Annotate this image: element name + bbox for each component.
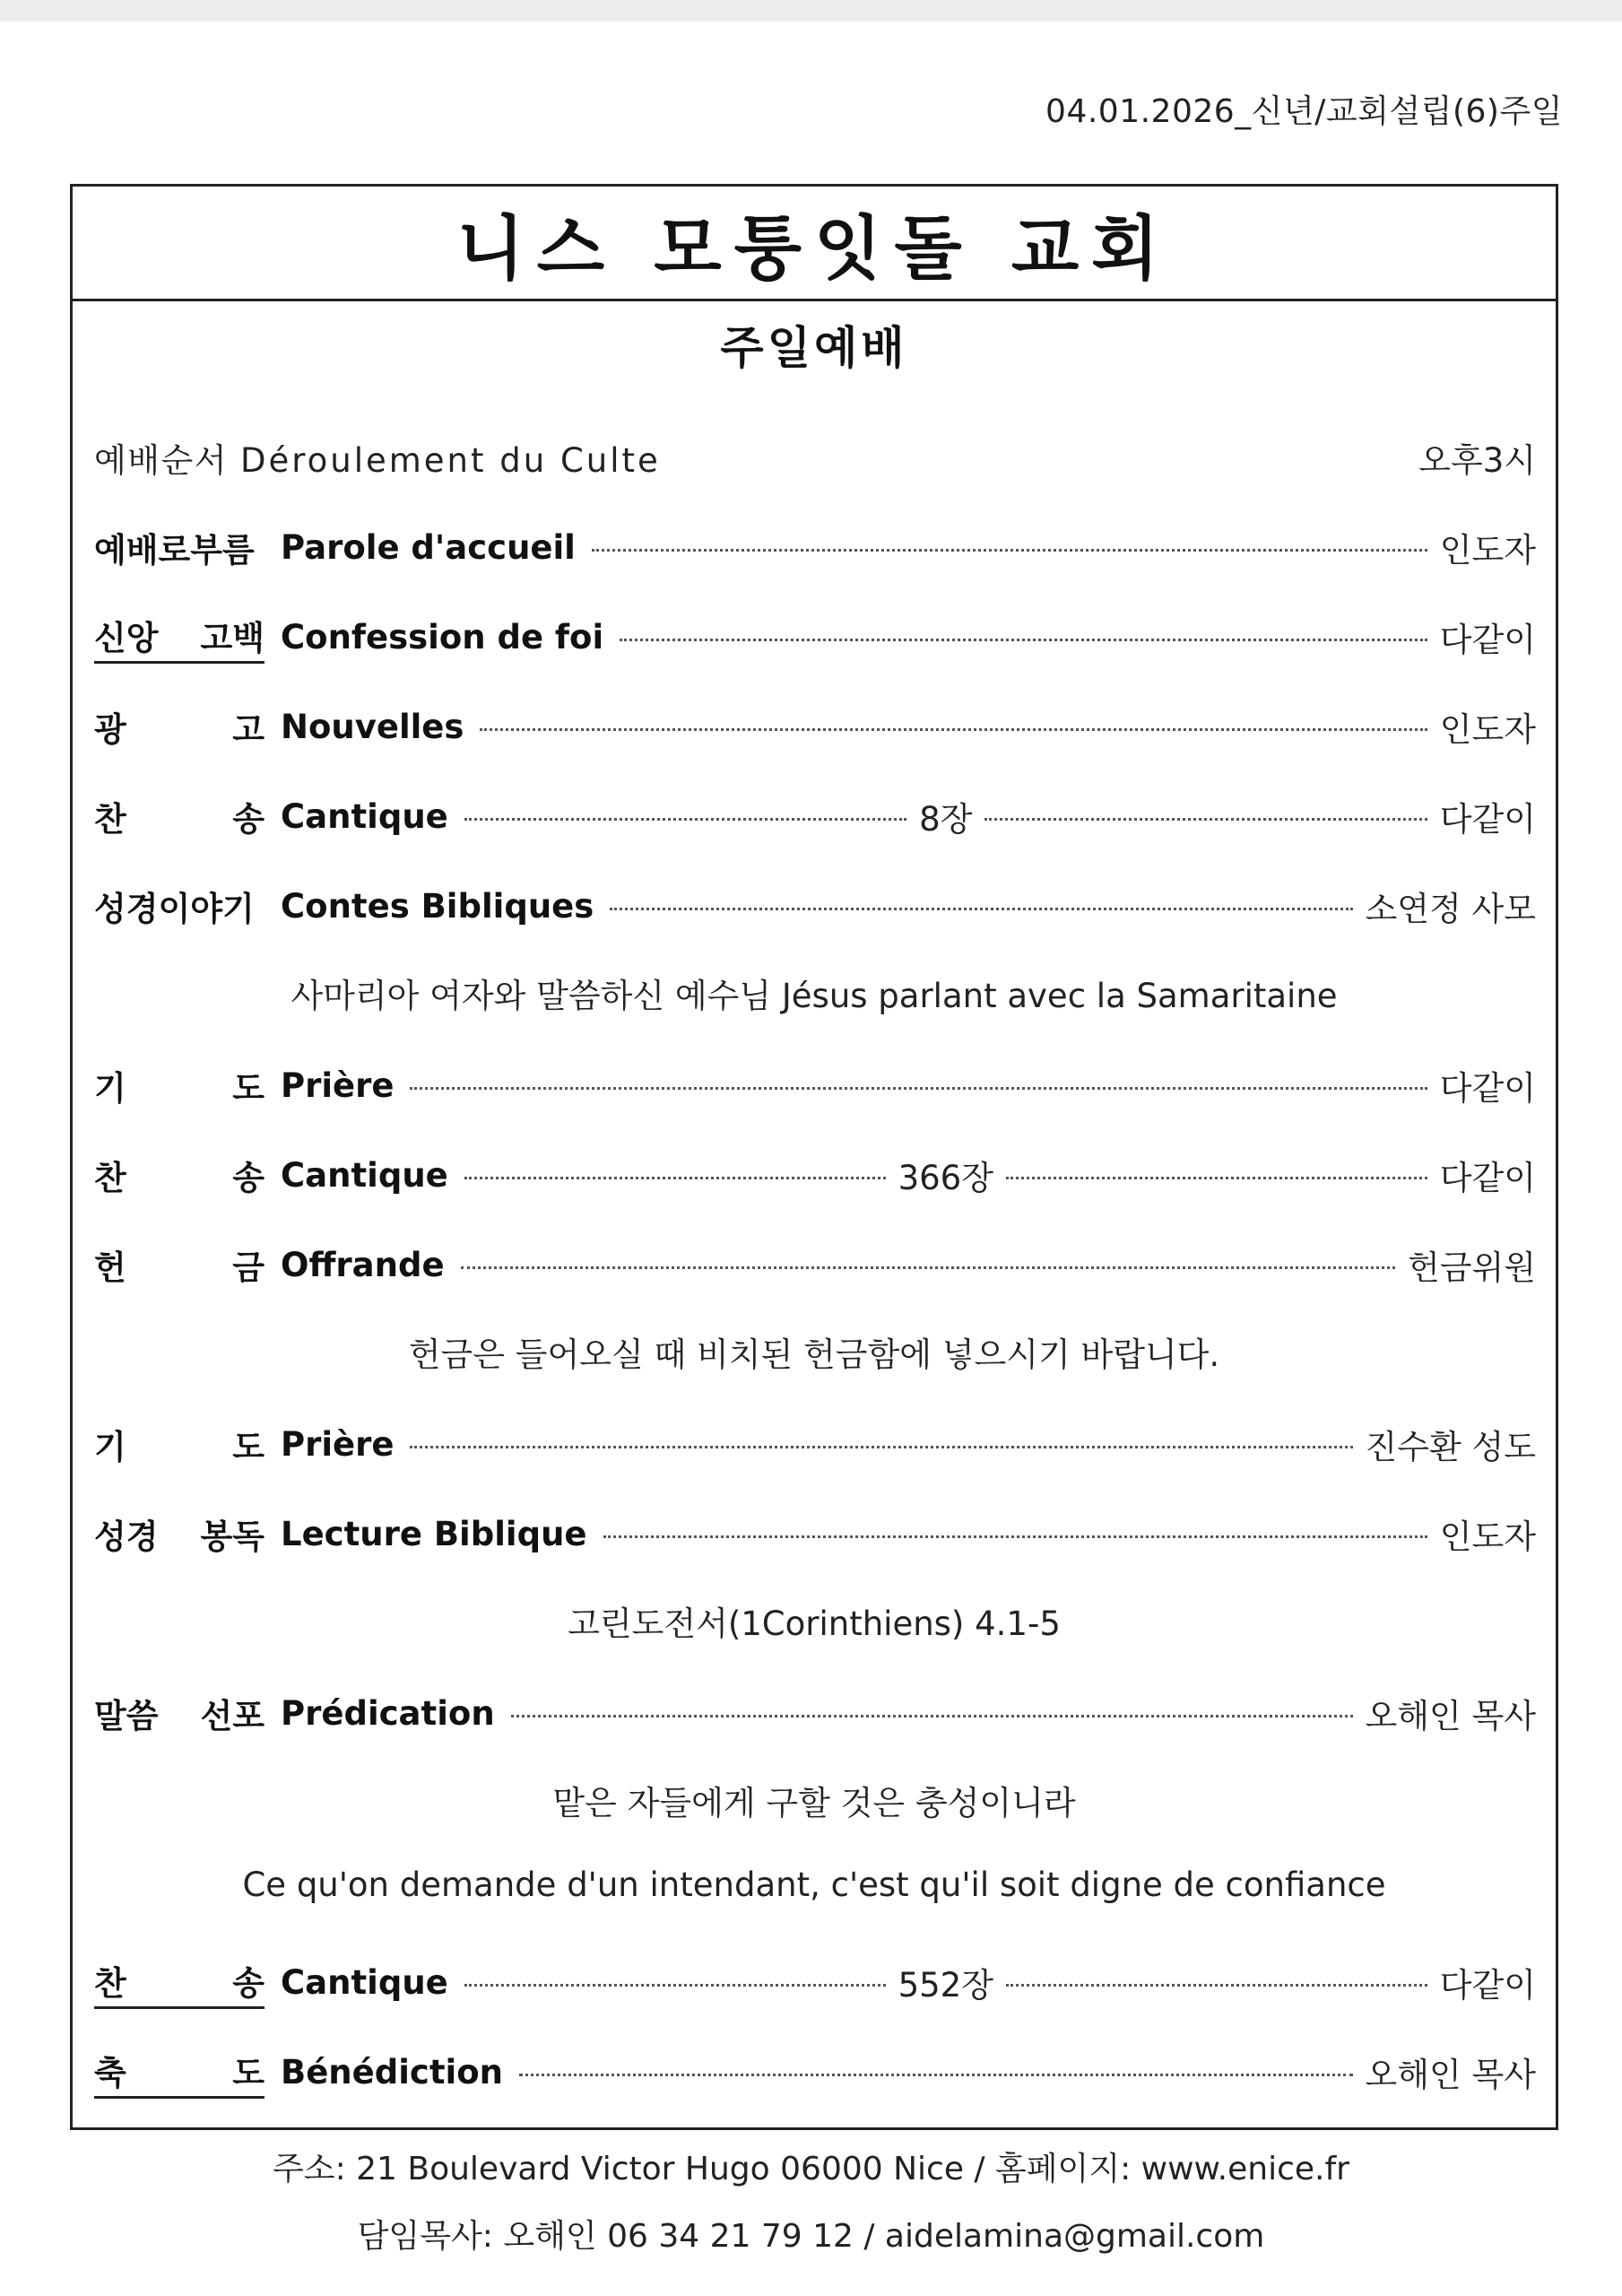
dotted-leader (480, 728, 1427, 731)
order-item-fr: Cantique (281, 1962, 448, 2002)
service-name: 주일예배 (720, 322, 908, 374)
order-item-fr: Prédication (281, 1693, 495, 1733)
service-time: 오후3시 (1418, 441, 1536, 480)
dotted-leader (519, 2074, 1353, 2076)
order-item-ko-part: 선포 (200, 1697, 265, 1735)
order-item-fr: Parole d'accueil (281, 527, 576, 567)
order-item-leader: 오해인 목사 (1365, 2056, 1536, 2094)
order-item-ko (94, 1420, 265, 1468)
order-item-leader: 인도자 (1439, 531, 1536, 570)
order-item-ko-part: 축 (94, 2053, 126, 2092)
dotted-leader (461, 1266, 1395, 1269)
order-item-ko-part: 봉독 (200, 1518, 265, 1556)
order-item-ko-part: 말씀 (94, 1697, 159, 1735)
order-item (94, 1686, 1536, 1740)
order-item-fr: Cantique (281, 796, 448, 836)
order-item-fr: Nouvelles (281, 707, 464, 746)
order-item-ko (94, 1509, 265, 1558)
order-item-ko-part: 헌 (94, 1248, 126, 1287)
order-item-ko-part: 찬 (94, 1963, 126, 2003)
bulletin-frame (70, 184, 1558, 2130)
order-header-ko: 예배순서 (94, 441, 228, 480)
order-item-ko (94, 1956, 265, 2009)
order-item-ko-part: 고백 (200, 618, 265, 657)
dotted-leader (410, 1446, 1352, 1448)
order-item-ko (94, 792, 265, 840)
order-item-leader: 진수환 성도 (1365, 1428, 1536, 1466)
order-item-ko-part: 신앙 (94, 618, 159, 657)
order-header (94, 430, 1536, 484)
order-item-ko (94, 611, 265, 664)
order-item-ko-part: 금 (232, 1248, 265, 1287)
order-item-ko (94, 1061, 265, 1109)
order-item-ko-part: 성경이야기 (94, 890, 255, 928)
order-item-leader: 다같이 (1439, 621, 1536, 659)
order-item-leader: 다같이 (1439, 800, 1537, 839)
order-item-fr: Contes Bibliques (281, 886, 594, 926)
offering-note: 헌금은 들어오실 때 비치된 헌금함에 넣으시기 바랍니다. (408, 1335, 1220, 1374)
dotted-leader (592, 549, 1427, 552)
order-item-fr: Confession de foi (281, 617, 604, 657)
order-item-ko-part: 송 (232, 1159, 265, 1197)
dotted-leader (984, 818, 1427, 821)
order-item-ko-part: 성경 (94, 1518, 159, 1556)
scripture-reference: 고린도전서(1Corinthiens) 4.1-5 (568, 1605, 1061, 1643)
order-item-leader: 다같이 (1439, 1966, 1536, 2005)
hymn-number: 8장 (919, 800, 973, 839)
order-item-fr: Offrande (281, 1245, 445, 1284)
order-item-ko (94, 1151, 265, 1199)
order-item-leader: 헌금위원 (1408, 1248, 1536, 1287)
order-header-label (94, 433, 661, 482)
order-item (94, 700, 1536, 753)
hymn-number: 552장 (898, 1966, 993, 2005)
order-item-ko (94, 882, 265, 930)
order-item-ko-part: 도 (232, 2053, 265, 2092)
order-item (94, 1417, 1536, 1471)
sermon-title-ko: 맡은 자들에게 구할 것은 충성이니라 (552, 1784, 1076, 1822)
order-item (94, 610, 1536, 664)
order-item-ko-part: 기 (94, 1428, 126, 1466)
order-item-leader: 인도자 (1439, 710, 1536, 749)
order-item-ko (94, 1689, 265, 1737)
order-item-ko (94, 1240, 265, 1289)
order-item (94, 2045, 1536, 2099)
order-item (94, 1507, 1536, 1561)
order-item-ko-part: 찬 (94, 800, 126, 839)
dotted-leader (464, 818, 906, 821)
order-item-ko-part: 고 (232, 710, 265, 749)
order-item-ko-part: 광 (94, 710, 126, 749)
order-item-ko-part: 송 (232, 800, 265, 839)
order-item-leader: 오해인 목사 (1365, 1697, 1536, 1735)
order-item-ko (94, 702, 265, 751)
sermon-title-fr: Ce qu'on demande d'un intendant, c'est qu'il soit digne de confiance (242, 1866, 1386, 1904)
dotted-leader (410, 1087, 1427, 1090)
order-item (94, 879, 1536, 933)
order-item (94, 1058, 1536, 1112)
order-item-ko-part: 송 (232, 1963, 265, 2003)
dotted-leader (464, 1177, 886, 1179)
dotted-leader (620, 639, 1427, 641)
footer-address: 주소: 21 Boulevard Victor Hugo 06000 Nice / 홈페이지: www.enice.fr (273, 2151, 1349, 2187)
dotted-leader (1006, 1177, 1427, 1179)
order-item-leader: 인도자 (1439, 1518, 1536, 1556)
order-item-leader: 소연정 사모 (1365, 890, 1536, 928)
dotted-leader (464, 1984, 886, 1987)
order-item-fr: Lecture Biblique (281, 1514, 587, 1553)
order-item (94, 789, 1536, 843)
order-item-fr: Prière (281, 1424, 395, 1464)
order-item (94, 1238, 1536, 1292)
order-item-fr: Cantique (281, 1155, 448, 1195)
order-item-ko-part: 도 (232, 1069, 265, 1108)
order-item (94, 1955, 1536, 2009)
top-bar (0, 0, 1622, 22)
church-name: 니스 모퉁잇돌 교회 (73, 187, 1556, 301)
story-title: 사마리아 여자와 말씀하신 예수님 Jésus parlant avec la Samaritaine (291, 977, 1338, 1015)
footer-contact: 담임목사: 오해인 06 34 21 79 12 / aidelamina@gmail.com (357, 2218, 1265, 2255)
order-item-ko-part: 도 (232, 1428, 265, 1466)
dotted-leader (603, 1535, 1427, 1538)
order-item-ko (94, 523, 265, 571)
order-item-ko (94, 2046, 265, 2099)
order-item-fr: Bénédiction (281, 2052, 503, 2092)
order-item-ko-part: 찬 (94, 1159, 126, 1197)
dotted-leader (511, 1715, 1353, 1718)
order-item-ko-part: 예배로부름 (94, 531, 255, 570)
order-item (94, 1148, 1536, 1202)
order-item-ko-part: 기 (94, 1069, 126, 1108)
order-item (94, 520, 1536, 574)
dotted-leader (1006, 1984, 1427, 1987)
dotted-leader (610, 908, 1352, 910)
order-item-leader: 다같이 (1439, 1159, 1536, 1197)
order-header-fr: Déroulement du Culte (239, 441, 661, 480)
hymn-number: 366장 (898, 1159, 993, 1197)
date-stamp: 04.01.2026_신년/교회설립(6)주일 (1045, 93, 1563, 130)
order-item-leader: 다같이 (1439, 1069, 1536, 1108)
order-item-fr: Prière (281, 1065, 395, 1105)
